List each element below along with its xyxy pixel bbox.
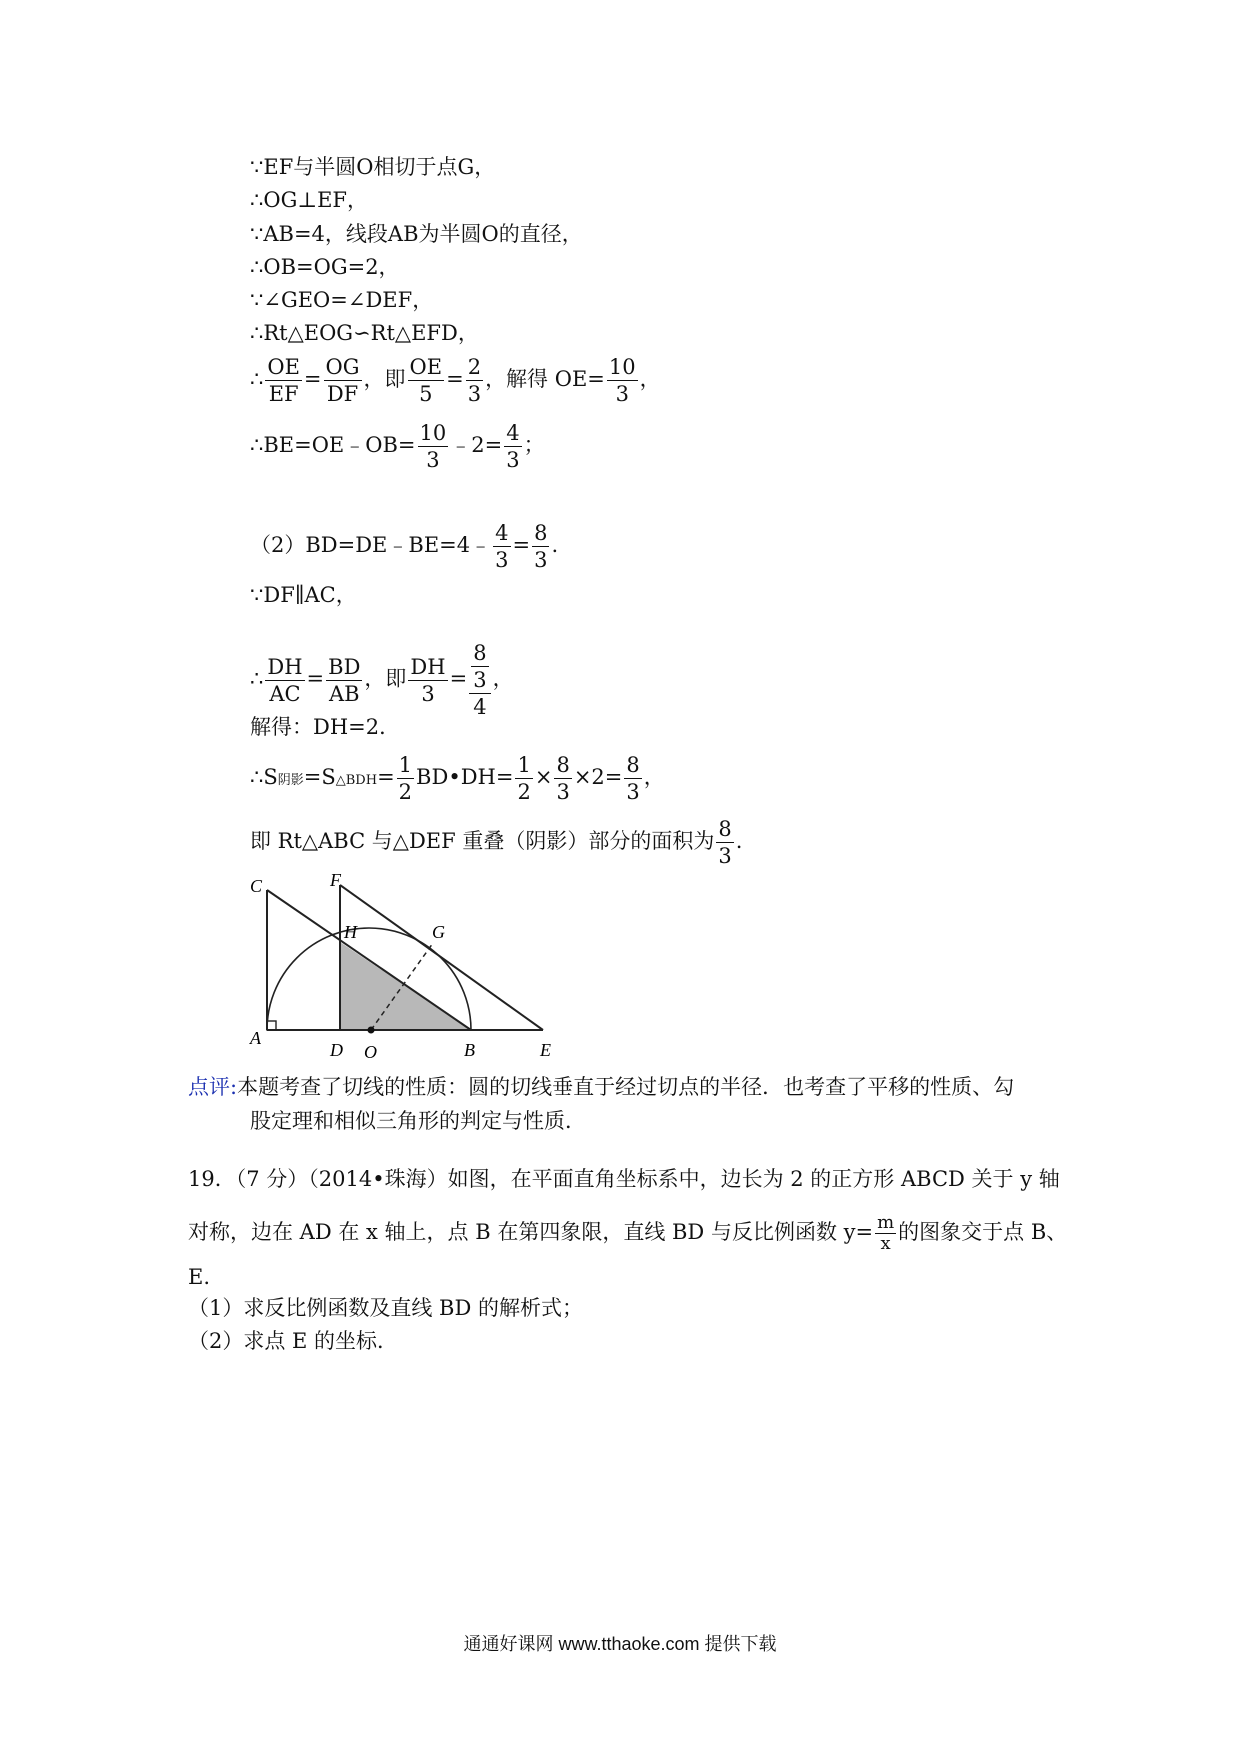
comment-line-1: 点评:本题考查了切线的性质：圆的切线垂直于经过切点的半径．也考查了平移的性质、勾 — [188, 1075, 1015, 1099]
question-1: （1）求反比例函数及直线 BD 的解析式； — [188, 1296, 583, 1320]
fraction: $\frac{OG}{DF}$ — [325, 355, 360, 406]
problem-19-line-2: 对称，边在 AD 在 x 轴上，点 B 在第四象限，直线 BD 与反比例函数 y= $\frac{m}{x}$ 的图象交于点 B、 — [188, 1212, 1068, 1254]
fraction: $\frac{m}{x}$ — [877, 1212, 895, 1254]
solution-line-10: ∵DF∥AC， — [250, 583, 357, 607]
problem-19-line-1: 19．（7 分）（2014•珠海）如图，在平面直角坐标系中，边长为 2 的正方形 ABCD 关于 y 轴 — [188, 1167, 1060, 1191]
fraction: $\frac{10}{3}$ — [419, 421, 447, 472]
fraction: $\frac{10}{3}$ — [608, 355, 636, 406]
label-d: D — [330, 1040, 343, 1060]
text: ∴ — [250, 367, 264, 391]
solution-line-13: ∴S阴影=S△BDH= $\frac{1}{2}$ BD•DH= $\frac{1}{2}$ × $\frac{8}{3}$ ×2= $\frac{8}{3}$ ， — [250, 753, 665, 804]
solution-line-7: ∴ $\frac{OE}{EF}$ = $\frac{OG}{DF}$ ，即 $\frac{OE}{5}$ = $\frac{2}{3}$ ，解得 OE= $\frac{10}{3}$ ， — [250, 355, 661, 406]
label-b: B — [464, 1040, 475, 1060]
comment-label: 点评: — [188, 1075, 238, 1099]
fraction: $\frac{8}{3}$ — [534, 521, 548, 572]
fraction: $\frac{BD}{AB}$ — [328, 654, 361, 706]
solution-line-9: （2）BD=DE﹣BE=4﹣ $\frac{4}{3}$ = $\frac{8}{3}$ . — [250, 521, 559, 572]
solution-line-4: ∴OB=OG=2， — [250, 255, 400, 279]
solution-line-12: 解得：DH=2． — [250, 715, 401, 739]
label-a: A — [250, 1028, 261, 1048]
comment-line-2: 股定理和相似三角形的判定与性质． — [250, 1109, 586, 1133]
right-angle-mark — [267, 1021, 276, 1030]
label-g: G — [432, 922, 445, 942]
fraction: $\frac{4}{3}$ — [495, 521, 509, 572]
label-e: E — [540, 1040, 551, 1060]
solution-line-1: ∵EF与半圆O相切于点G， — [250, 155, 496, 179]
fraction: $\frac{8}{3}$ — [718, 817, 732, 868]
solution-line-11: ∴ $\frac{DH}{AC}$ = $\frac{BD}{AB}$ ，即 $\frac{DH}{3}$ = $\frac{\frac{8}{3}}{4}$ ， — [250, 641, 514, 719]
geometry-figure — [240, 870, 570, 1070]
label-c: C — [250, 876, 263, 896]
fraction: $\frac{4}{3}$ — [506, 421, 520, 472]
solution-line-5: ∵∠GEO=∠DEF， — [250, 288, 434, 312]
footer: 通通好课网 www.tthaoke.com 提供下载 — [463, 1634, 777, 1654]
label-h: H — [344, 922, 357, 942]
label-f: F — [330, 870, 341, 890]
problem-19-line-3: E. — [188, 1265, 211, 1289]
question-2: （2）求点 E 的坐标． — [188, 1329, 399, 1353]
fraction: $\frac{8}{3}$ — [556, 753, 570, 804]
solution-line-2: ∴OG⊥EF， — [250, 188, 369, 212]
center-point — [368, 1027, 375, 1034]
fraction: $\frac{1}{2}$ — [398, 753, 413, 804]
fraction: $\frac{8}{3}$ — [626, 753, 640, 804]
solution-line-3: ∵AB=4，线段AB为半圆O的直径， — [250, 222, 583, 246]
fraction: $\frac{2}{3}$ — [467, 355, 482, 406]
fraction: $\frac{DH}{AC}$ — [267, 654, 303, 706]
solution-line-6: ∴Rt△EOG∽Rt△EFD， — [250, 321, 479, 345]
solution-line-8: ∴BE=OE﹣OB= $\frac{10}{3}$ ﹣2= $\frac{4}{3}$ ； — [250, 421, 545, 472]
fraction: $\frac{OE}{5}$ — [409, 355, 443, 406]
fraction: $\frac{1}{2}$ — [517, 753, 531, 804]
fraction: $\frac{OE}{EF}$ — [267, 355, 300, 406]
compound-fraction: $\frac{\frac{8}{3}}{4}$ — [469, 640, 490, 720]
label-o: O — [364, 1042, 377, 1062]
fraction: $\frac{DH}{3}$ — [410, 654, 446, 706]
solution-line-14: 即 Rt△ABC 与△DEF 重叠（阴影）部分的面积为 $\frac{8}{3}$ . — [250, 817, 743, 868]
